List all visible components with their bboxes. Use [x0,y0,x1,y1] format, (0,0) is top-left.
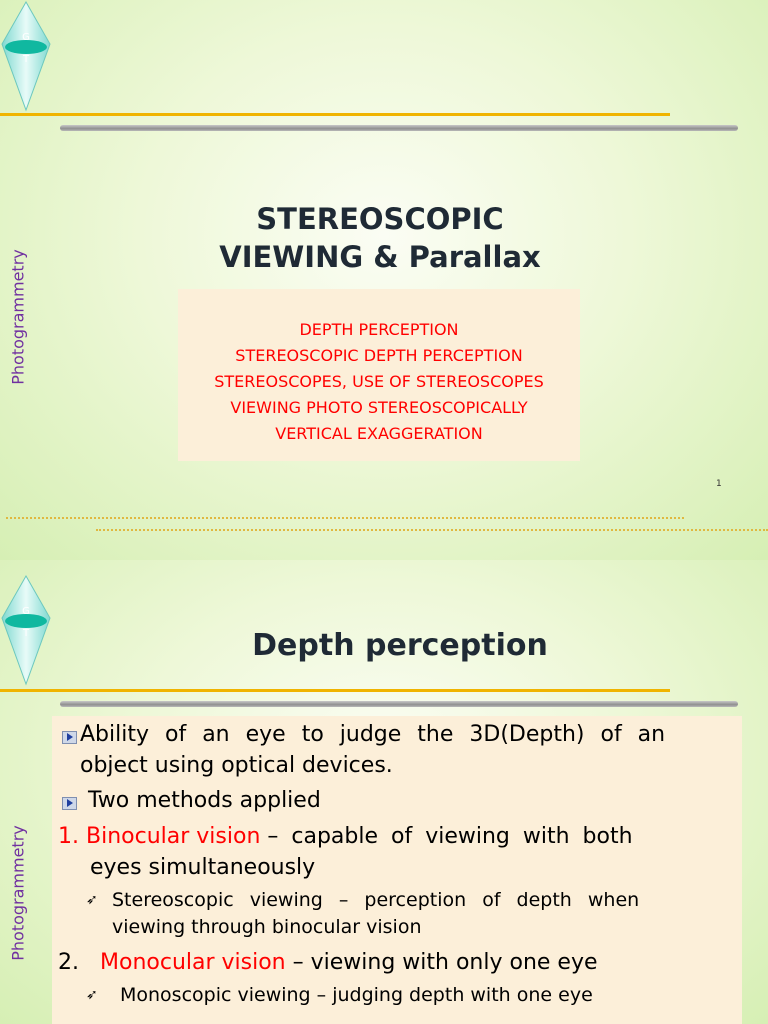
side-label: Photogrammetry [8,249,28,385]
bullet-1-line-1 [80,722,734,747]
topic-item: DEPTH PERCEPTION [299,320,459,339]
side-label: Photogrammetry [8,825,28,961]
arrow-bullet-icon: ➶ [86,892,98,908]
page-number: 1 [716,479,722,489]
gold-divider [0,113,670,116]
item-1-number: 1. [58,824,79,849]
item-1-line-2: eyes simultaneously [90,855,316,880]
item-2-rest: – viewing with only one eye [292,950,598,975]
item-2-term: Monocular vision [100,950,286,975]
slide-2 [0,560,768,1024]
bullet-2: Two methods applied [88,788,321,813]
logo-letter-g: G [22,32,30,43]
item-1-line-1 [58,824,633,849]
square-bullet-icon [62,797,77,810]
title-line-2: VIEWING & Parallax [219,240,541,274]
logo-letter-g: G [22,606,30,617]
dotted-divider [6,517,684,519]
dotted-divider [96,529,768,531]
slide-title [180,200,580,276]
logo-diamond-icon [0,574,52,686]
item-2-sub: Monoscopic viewing – judging depth with one eye [120,984,593,1006]
item-2-number: 2. [58,950,79,975]
bullet-1-line-2: object using optical devices. [80,753,393,778]
topics-box [178,289,580,461]
item-1-rest: – capable of viewing with both [267,824,633,849]
item-2-line [58,950,598,975]
gray-divider [60,125,738,131]
logo-diamond-icon [0,0,52,112]
square-bullet-icon [62,731,77,744]
item-1-term: Binocular vision [86,824,261,849]
bullet-1-text: Ability of an eye to judge the 3D(Depth) of an [80,722,666,747]
topic-item: STEREOSCOPES, USE OF STEREOSCOPES [214,372,544,391]
item-1-sub-line-2: viewing through binocular vision [112,916,422,938]
logo-letter-t: T [22,54,30,65]
item-1-sub-line-1: Stereoscopic viewing – perception of depth when [112,889,640,911]
slide-title: Depth perception [252,628,548,663]
title-line-1: STEREOSCOPIC [256,202,504,236]
gold-divider [0,689,670,692]
topic-item: VIEWING PHOTO STEREOSCOPICALLY [230,398,528,417]
logo-letter-t: T [22,628,30,639]
topic-item: STEREOSCOPIC DEPTH PERCEPTION [235,346,523,365]
topics-list [178,289,580,447]
topic-item: VERTICAL EXAGGERATION [275,424,483,443]
gray-divider [60,701,738,707]
content-box [52,716,742,1024]
arrow-bullet-icon: ➶ [86,987,98,1003]
